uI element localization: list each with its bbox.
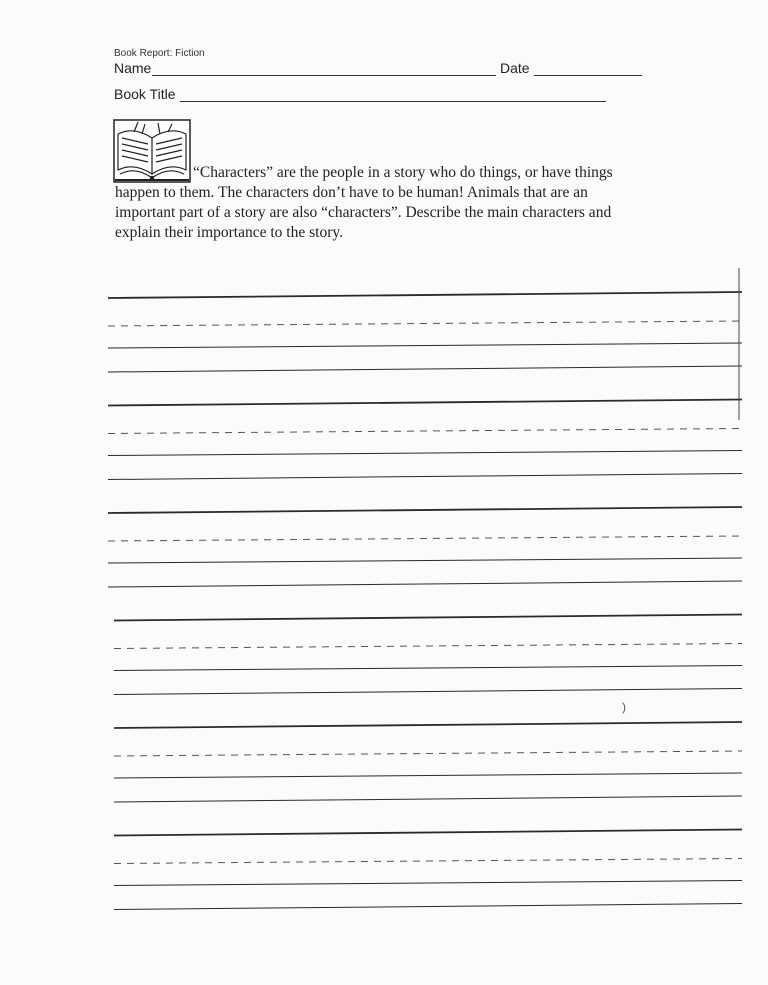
- writing-top-line: [114, 615, 742, 621]
- writing-baseline: [114, 773, 742, 778]
- instructions-paragraph: “Characters” are the people in a story who do things, or have things happen to them. The characters don’t have to be human! Animals that are an important part of a story are also “characters”. Describe the main characters and explain their importance to the story.: [115, 164, 613, 241]
- writing-bottom-line: [114, 796, 742, 802]
- date-label: Date: [500, 60, 530, 76]
- book-title-label: Book Title: [114, 86, 176, 102]
- stray-mark: ): [622, 700, 626, 714]
- writing-midline-dashed: [108, 321, 742, 326]
- writing-baseline: [108, 558, 742, 563]
- writing-midline-dashed: [114, 751, 742, 756]
- writing-top-line: [108, 507, 742, 513]
- writing-bottom-line: [114, 689, 742, 695]
- writing-midline-dashed: [108, 429, 742, 434]
- writing-top-line: [114, 830, 742, 836]
- writing-baseline: [108, 343, 742, 348]
- writing-bottom-line: [114, 904, 742, 910]
- writing-midline-dashed: [114, 644, 742, 649]
- worksheet-kicker: Book Report: Fiction: [114, 48, 205, 59]
- writing-bottom-line: [108, 581, 742, 587]
- writing-top-line: [108, 292, 742, 298]
- writing-baseline: [114, 666, 742, 671]
- writing-midline-dashed: [114, 859, 742, 864]
- writing-baseline: [108, 451, 742, 456]
- writing-top-line: [114, 722, 742, 728]
- writing-midline-dashed: [108, 536, 742, 541]
- writing-top-line: [108, 400, 742, 406]
- writing-bottom-line: [108, 366, 742, 372]
- writing-bottom-line: [108, 474, 742, 480]
- name-label: Name: [114, 60, 152, 76]
- writing-baseline: [114, 881, 742, 886]
